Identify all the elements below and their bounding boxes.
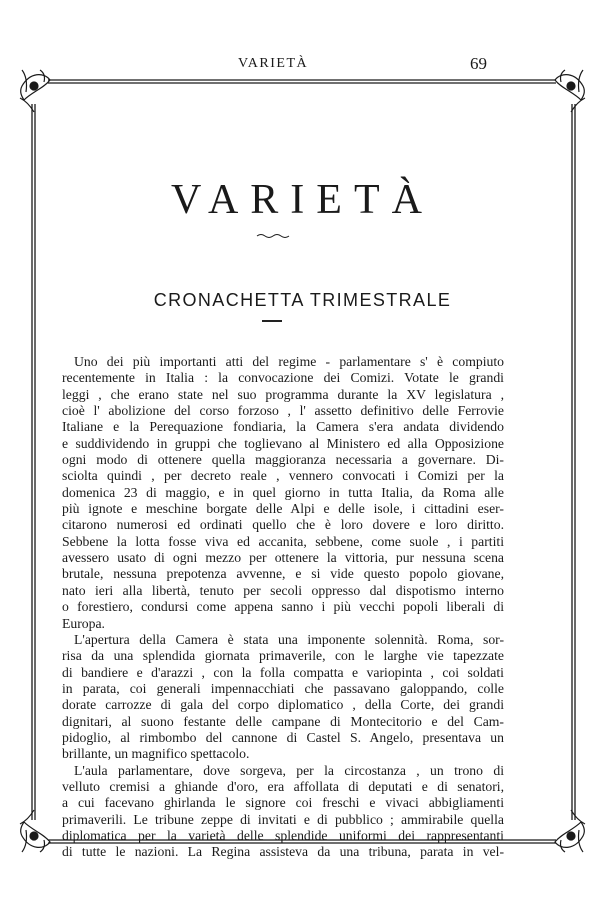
body-text	[62, 354, 504, 861]
paragraph-3	[62, 763, 504, 861]
text-line: avessero usato di ogni mezzo per ottenere la vittoria, pur nessuna scena	[62, 550, 504, 566]
text-line: o forestiero, condursi come appena sanno i più vecchi popoli liberali di	[62, 599, 504, 615]
text-line: Europa.	[62, 615, 105, 631]
subtitle-rule	[262, 320, 282, 322]
text-line: diplomatica per la varietà delle splendide uniformi dei rappresentanti	[62, 827, 504, 843]
text-line: e suddividendo in gruppi che toglievano al Ministero ed alla Opposizione	[62, 435, 504, 451]
section-subtitle: CRONACHETTA TRIMESTRALE	[153, 290, 452, 310]
text-line: a cui facevano ghirlanda le signore coi freschi e vivaci abbigliamenti	[62, 795, 504, 811]
text-line: cioè l' abolizione del corso forzoso , l' assetto definitivo delle Ferrovie	[62, 403, 504, 419]
text-line: Uno dei più importanti atti del regime - parlamentare s' è compiuto	[74, 354, 504, 369]
text-line: dorate carrozze di gala del corpo diplomatico , della Corte, dei grandi	[62, 697, 504, 713]
text-line: leggi , che erano state nel suo programma durante la XV legislatura ,	[62, 386, 504, 402]
text-line: Italiane e la Perequazione fondiaria, la Camera s'era andata dividendo	[62, 419, 504, 435]
text-line: brutale, nessuna prepotenza avvenne, e si vide questo popolo giovane,	[62, 566, 504, 582]
text-line: di tutte le nazioni. La Regina assisteva da una tribuna, parata in vel-	[62, 844, 504, 860]
text-line: dignitari, al suono festante delle campane di Montecitorio e del Cam-	[62, 713, 504, 729]
text-line: Sebbene la lotta fosse viva ed accanita, sebbene, come suole , i partiti	[62, 533, 504, 549]
text-line: in parata, coi generali impennacchiati che passavano galoppando, colle	[62, 680, 504, 696]
text-line: L'aula parlamentare, dove sorgeva, per la circostanza , un trono di	[74, 762, 504, 778]
page-number: 69	[470, 54, 487, 73]
text-line: primaverili. Le tribune zeppe di invitati e di pubblico ; ammirabile quella	[62, 811, 504, 827]
text-line: nato ieri alla libertà, tenuto per secoli oppresso dal dispotismo interno	[62, 582, 504, 598]
text-line: recentemente in Italia : la convocazione dei Comizi. Votate le grandi	[62, 370, 504, 386]
running-title: VARIETÀ	[238, 56, 309, 71]
running-head	[0, 54, 605, 74]
text-line: pidoglio, al rimbombo del cannone di Castel S. Angelo, presentava un	[62, 729, 504, 745]
text-line: brillante, un magnifico spettacolo.	[62, 746, 250, 762]
text-line: domenica 23 di maggio, e in quel giorno in tutta Italia, da Roma alle	[62, 484, 504, 500]
text-line: sciolta quindi , per decreto reale , vennero convocati i Comizi per la	[62, 468, 504, 484]
text-line: di bandiere e d'arazzi , con la folla compatta e variopinta , coi soldati	[62, 664, 504, 680]
corner-ornament-top-right	[555, 70, 585, 112]
paragraph-2	[62, 632, 504, 763]
text-line: risa da una splendida giornata primaverile, con le larghe vie tapezzate	[62, 648, 504, 664]
text-line: ogni modo di ottenere quella maggioranza necessaria a governare. Di-	[62, 452, 504, 468]
text-line: L'apertura della Camera è stata una imponente solennità. Roma, sor-	[74, 631, 504, 647]
title-flourish	[257, 235, 289, 238]
corner-ornament-bottom-right	[555, 810, 585, 852]
section-title: VARIETÀ	[171, 177, 434, 223]
text-line: più ignote e meschine borgate delle Alpi e delle isole, i cittadini eser-	[62, 501, 504, 517]
text-line: citarono numerosi ed ordinati quello che è loro dovere e loro diritto.	[62, 517, 504, 533]
text-line: velluto cremisi a ghiande d'oro, era affollata di deputati e di senatori,	[62, 778, 504, 794]
paragraph-1	[62, 354, 504, 632]
